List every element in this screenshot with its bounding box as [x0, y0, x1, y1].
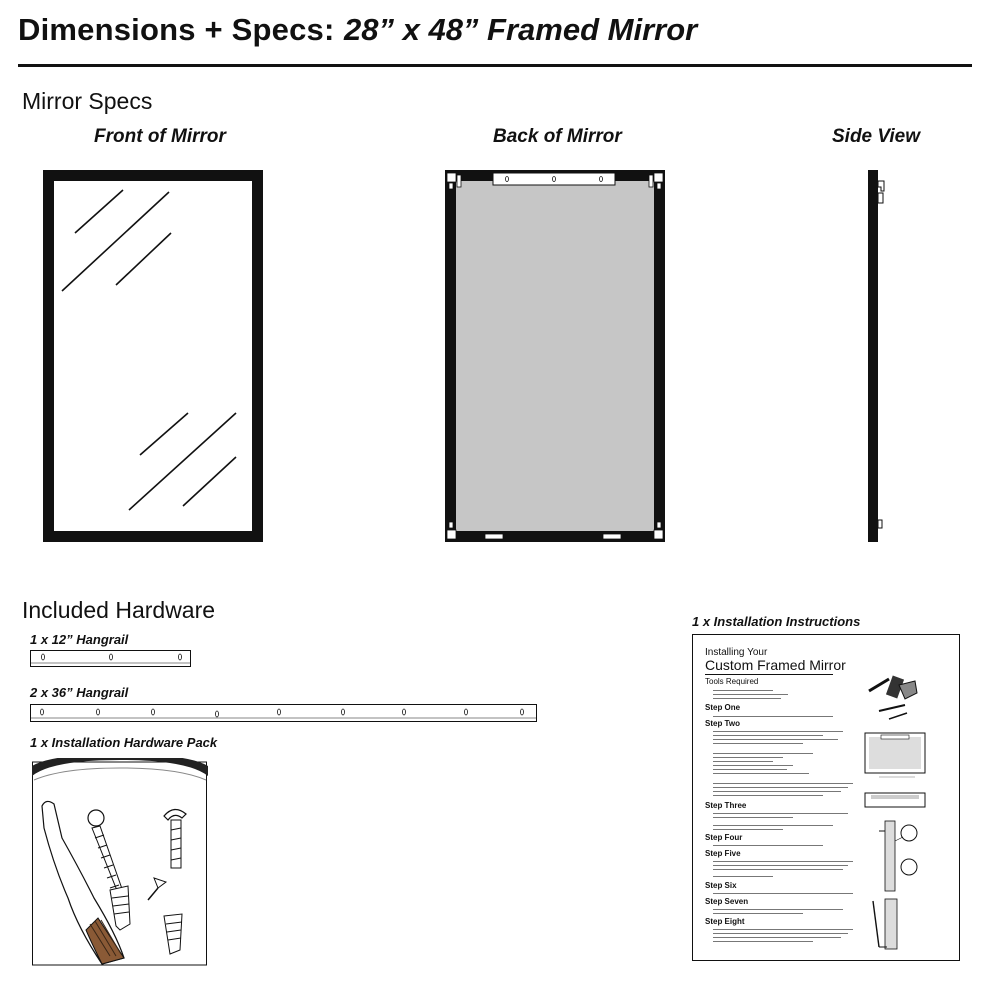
- final-mount-diagram-icon: [873, 899, 897, 949]
- step-4-heading: Step Four: [705, 833, 743, 842]
- text-line: [713, 731, 843, 732]
- text-line: [713, 773, 809, 774]
- text-line: [713, 865, 848, 866]
- text-line: [713, 909, 843, 910]
- title-underline: [705, 674, 833, 675]
- text-line: [713, 716, 833, 717]
- text-line: [713, 829, 783, 830]
- text-line: [713, 817, 793, 818]
- step-2-heading: Step Two: [705, 719, 740, 728]
- step-7-heading: Step Seven: [705, 897, 749, 906]
- text-line: [713, 757, 783, 758]
- text-line: [713, 876, 773, 877]
- side-view-label: Side View: [832, 126, 920, 147]
- text-line: [713, 765, 793, 766]
- text-line: [713, 861, 853, 862]
- instructions-sheet: [692, 634, 960, 961]
- side-view-drawing: [862, 165, 892, 545]
- text-line: [713, 893, 853, 894]
- hangrail-36-drawing: [30, 704, 538, 724]
- text-line: [713, 761, 773, 762]
- hangrail-12-drawing: [30, 650, 192, 669]
- text-line: [713, 698, 781, 699]
- text-line: [713, 845, 823, 846]
- step-6-heading: Step Six: [705, 881, 737, 890]
- text-line: [713, 739, 838, 740]
- instructions-title-line1: Installing Your: [705, 647, 768, 658]
- text-line: [713, 929, 853, 930]
- text-line: [713, 783, 853, 784]
- text-line: [713, 743, 803, 744]
- text-line: [713, 787, 848, 788]
- text-line: [713, 933, 848, 934]
- back-view-label: Back of Mirror: [493, 126, 622, 147]
- hangrail-36-label: 2 x 36” Hangrail: [30, 685, 129, 700]
- back-mirror-drawing: [445, 170, 665, 542]
- text-line: [713, 795, 823, 796]
- instructions-label: 1 x Installation Instructions: [692, 614, 861, 629]
- text-line: [713, 690, 773, 691]
- instructions-illustrations: [859, 671, 953, 951]
- hardware-pack-drawing: [32, 758, 208, 966]
- text-line: [713, 937, 841, 938]
- front-mirror-drawing: [43, 170, 263, 542]
- product-title: 28” x 48” Framed Mirror: [344, 12, 698, 47]
- step-1-heading: Step One: [705, 703, 741, 712]
- hardware-pack-label: 1 x Installation Hardware Pack: [30, 735, 218, 750]
- text-line: [713, 941, 813, 942]
- hangrail-diagram-icon: [865, 793, 925, 807]
- text-line: [713, 825, 833, 826]
- front-view-label: Front of Mirror: [94, 126, 226, 147]
- step-3-heading: Step Three: [705, 801, 747, 810]
- back-hangrail: [493, 173, 615, 185]
- text-line: [713, 913, 803, 914]
- back-diagram-icon: [865, 733, 925, 777]
- included-hardware-heading: Included Hardware: [22, 597, 216, 623]
- text-line: [713, 694, 788, 695]
- tools-icon: [869, 676, 917, 719]
- step-5-heading: Step Five: [705, 849, 741, 858]
- wall-mount-diagram-icon: [879, 821, 917, 891]
- header-divider: [18, 64, 972, 67]
- tools-heading: Tools Required: [705, 677, 759, 686]
- text-line: [713, 791, 841, 792]
- text-line: [713, 753, 813, 754]
- hangrail-12-label: 1 x 12” Hangrail: [30, 632, 129, 647]
- text-line: [713, 813, 848, 814]
- text-line: [713, 735, 823, 736]
- page-title: Dimensions + Specs:: [18, 12, 335, 47]
- text-line: [713, 769, 787, 770]
- text-line: [713, 869, 843, 870]
- step-8-heading: Step Eight: [705, 917, 745, 926]
- mirror-specs-heading: Mirror Specs: [22, 88, 153, 114]
- instructions-title-line2: Custom Framed Mirror: [705, 657, 846, 673]
